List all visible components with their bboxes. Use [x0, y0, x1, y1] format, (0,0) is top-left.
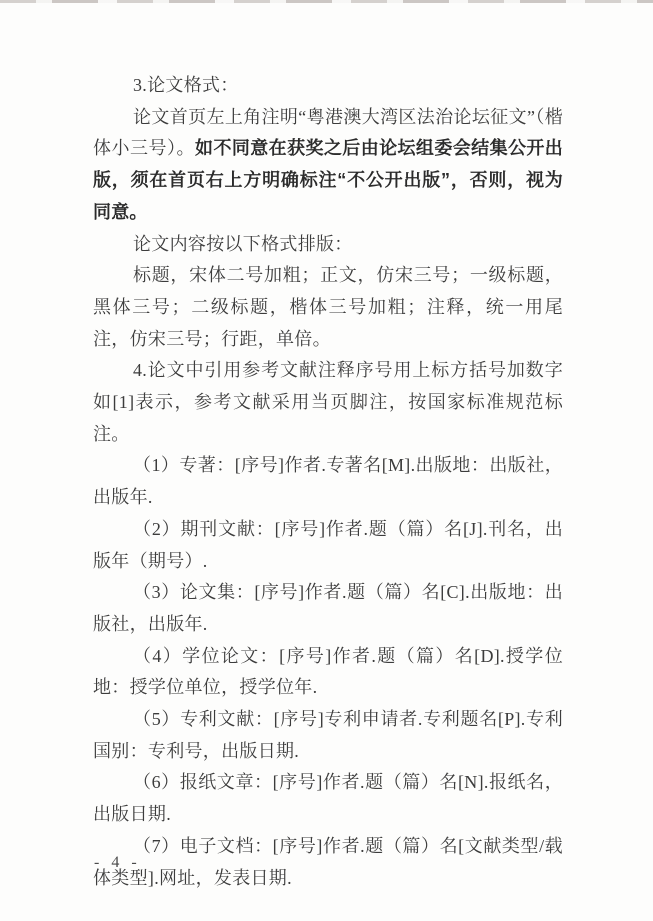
paragraph	[93, 577, 563, 640]
document-body	[93, 70, 563, 894]
page-number: - 4 -	[94, 854, 141, 871]
scan-edge-artifact	[0, 0, 653, 3]
text-segment: 标题，宋体二号加粗；正文，仿宋三号；一级标题，黑体三号；二级标题，楷体三号加粗；注释，统一用尾注，仿宋三号；行距，单倍。	[93, 265, 563, 349]
text-segment: （4）学位论文：[序号]作者.题（篇）名[D].授学位地：授学位单位，授学位年.	[93, 645, 563, 698]
paragraph	[93, 704, 563, 767]
text-segment: 3.论文格式：	[133, 75, 239, 95]
paragraph	[93, 767, 563, 830]
paragraph	[93, 355, 563, 450]
text-segment: 论文内容按以下格式排版：	[133, 233, 353, 254]
paragraph	[93, 450, 563, 513]
paragraph	[93, 641, 563, 704]
text-segment: （2）期刊文献：[序号]作者.题（篇）名[J].刊名，出版年（期号）.	[93, 518, 563, 571]
paragraph-list	[93, 70, 563, 894]
paragraph	[93, 70, 563, 102]
text-segment: （6）报纸文章：[序号]作者.题（篇）名[N].报纸名，出版日期.	[93, 772, 563, 825]
text-segment: （3）论文集：[序号]作者.题（篇）名[C].出版地：出版社，出版年.	[93, 582, 563, 634]
text-segment: 4.论文中引用参考文献注释序号用上标方括号加数字如[1]表示，参考文献采用当页脚注，按国家标准规范标注。	[93, 360, 563, 444]
bold-text-segment: 如不同意在获奖之后由论坛组委会结集公开出版，须在首页右上方明确标注“不公开出版”，否则，视为同意。	[93, 138, 563, 222]
paragraph	[93, 102, 563, 229]
text-segment: 论文首页左上角注明“粤港澳大湾区法治论坛征文”（楷体小三号）。	[93, 106, 563, 159]
text-segment: （1）专著：[序号]作者.专著名[M].出版地：出版社，出版年.	[93, 455, 563, 508]
text-segment: （5）专利文献：[序号]专利申请者.专利题名[P].专利国别：专利号，出版日期.	[93, 709, 563, 761]
text-segment: （7）电子文档：[序号]作者.题（篇）名[文献类型/载体类型].网址，发表日期.	[93, 835, 563, 888]
paragraph	[93, 260, 563, 355]
paragraph	[93, 514, 563, 577]
paragraph	[93, 229, 563, 261]
paragraph	[93, 831, 563, 894]
